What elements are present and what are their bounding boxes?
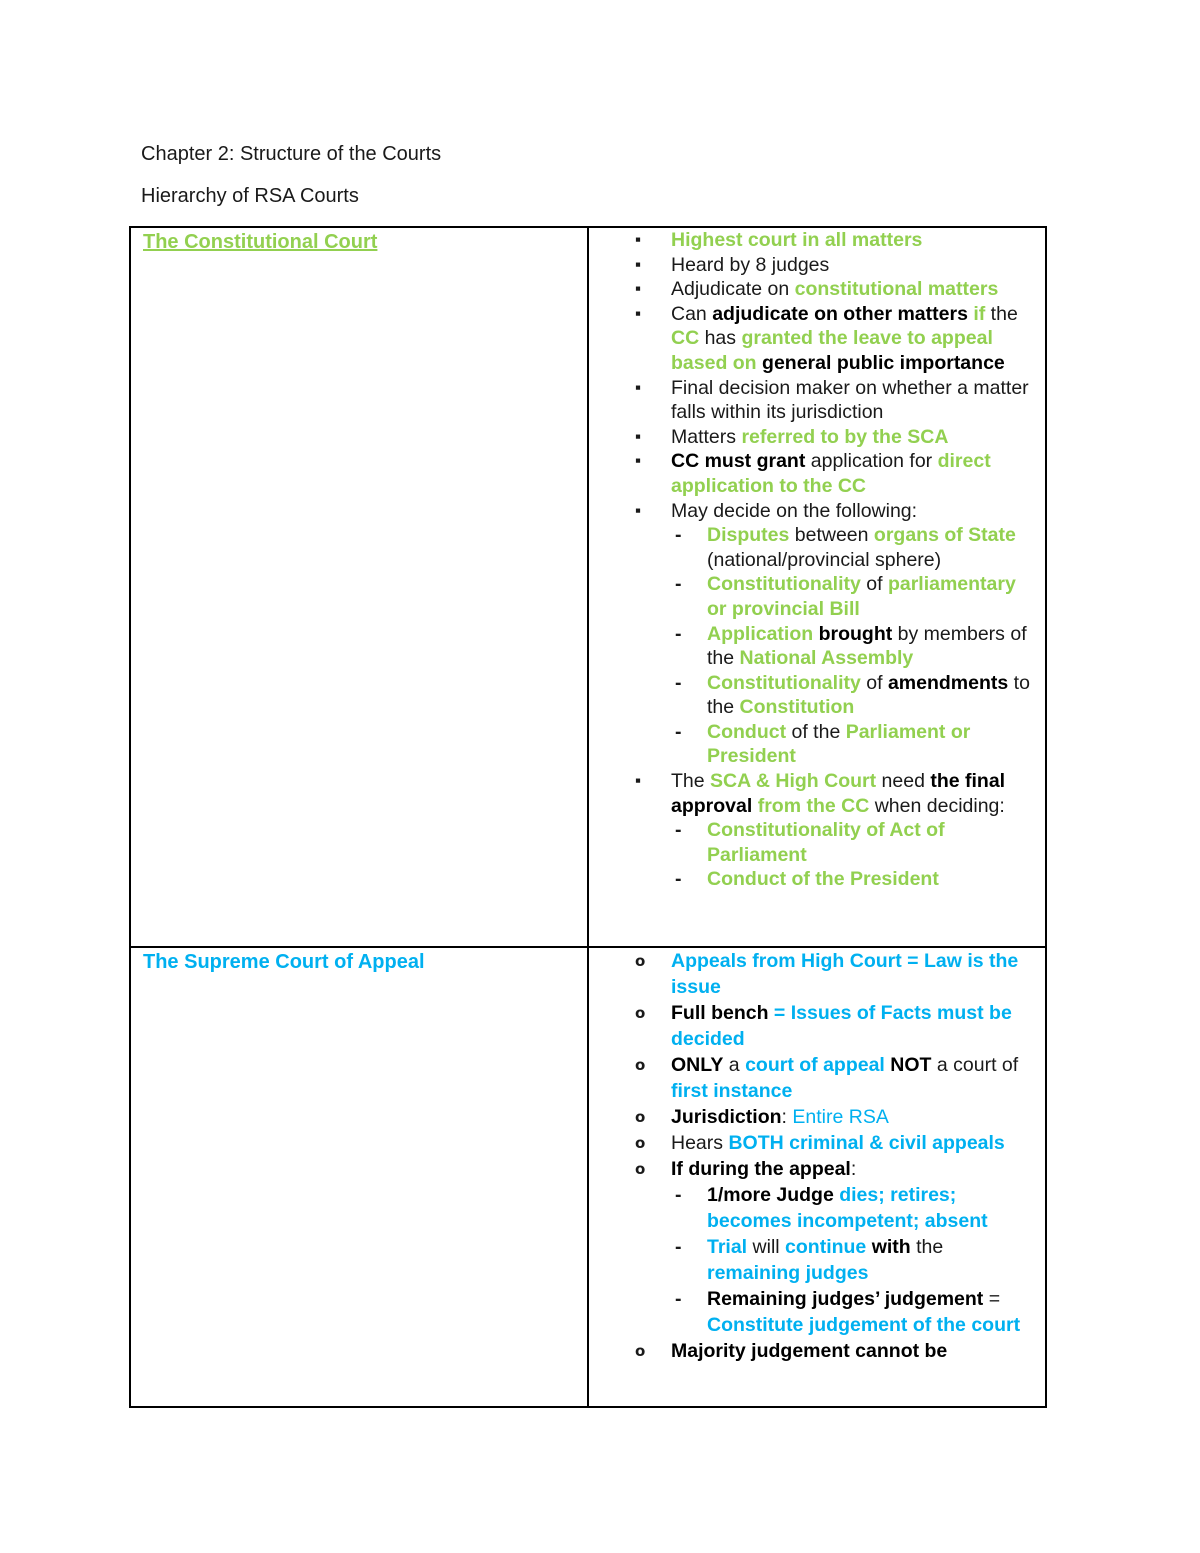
- point-highlight: constitutional matters: [794, 278, 999, 301]
- sca-points-list: [589, 948, 1045, 1364]
- square-bullet-icon: [635, 253, 641, 279]
- point-text: application for: [805, 450, 938, 473]
- list-item: [589, 228, 1039, 253]
- court-details-cell: [588, 227, 1046, 947]
- sub-list-item: [671, 572, 1039, 621]
- circle-bullet-icon: o: [635, 1342, 646, 1360]
- list-item: [589, 1338, 1039, 1364]
- list-item: [589, 253, 1039, 278]
- point-bold: general public importance: [762, 351, 1005, 374]
- point-highlight: dies; retires; becomes incompetent; absent: [707, 1184, 988, 1232]
- point-highlight: BOTH criminal & civil appeals: [728, 1132, 1005, 1154]
- point-bold: with: [871, 1236, 911, 1258]
- point-text: :: [850, 1158, 857, 1180]
- point-highlight: first instance: [671, 1080, 793, 1102]
- point-text: of: [860, 573, 888, 596]
- square-bullet-icon: [635, 449, 641, 475]
- point-text: by members of the: [707, 622, 1027, 670]
- list-item: [589, 1130, 1039, 1156]
- point-bold: the final approval: [671, 770, 1006, 817]
- sub-list: [671, 1182, 1039, 1338]
- square-bullet-icon: [635, 769, 641, 795]
- point-text: Adjudicate on: [671, 278, 795, 301]
- table-row-supreme-court-of-appeal: [130, 947, 1046, 1407]
- point-text: :: [781, 1106, 793, 1128]
- sub-list-item: [671, 720, 1039, 769]
- sub-list-item: [671, 1234, 1039, 1286]
- dash-bullet-icon: -: [675, 573, 682, 596]
- sub-list-item: [671, 818, 1039, 867]
- courts-hierarchy-table: [129, 226, 1047, 1408]
- point-text: of: [860, 671, 888, 694]
- sub-list-item: [671, 1182, 1039, 1234]
- point-text: Final decision maker on whether a matter falls within its jurisdiction: [671, 376, 1029, 424]
- point-highlight: organs of State: [873, 524, 1016, 547]
- dash-bullet-icon: -: [675, 819, 682, 842]
- dash-bullet-icon: -: [675, 622, 682, 645]
- point-highlight: = Issues of Facts must be decided: [671, 1002, 1012, 1050]
- court-name-supreme-court-of-appeal: The Supreme Court of Appeal: [143, 951, 425, 973]
- list-item: [589, 499, 1039, 770]
- point-bold: amendments: [887, 671, 1009, 694]
- point-highlight: Disputes: [707, 524, 790, 547]
- point-bold: Remaining judges’ judgement: [707, 1288, 984, 1310]
- point-highlight: Constitutionality of Act of Parliament: [707, 819, 945, 866]
- square-bullet-icon: [635, 277, 641, 303]
- sub-list-item: [671, 523, 1039, 572]
- point-bold: ONLY: [671, 1054, 724, 1076]
- point-text: Highest court in all matters: [671, 229, 923, 251]
- page-subtitle: Hierarchy of RSA Courts: [141, 185, 359, 207]
- point-text: the: [910, 1236, 944, 1258]
- court-details-cell: [588, 947, 1046, 1407]
- point-highlight: remaining judges: [707, 1262, 869, 1284]
- point-bold: brought: [818, 622, 893, 645]
- sub-list-item: [671, 867, 1039, 892]
- list-item: [589, 449, 1039, 498]
- point-highlight: if: [967, 302, 986, 325]
- sub-list: [671, 523, 1039, 769]
- point-text: to the: [707, 671, 1030, 719]
- cc-points-list: [589, 228, 1045, 892]
- point-highlight: referred to by the SCA: [741, 425, 949, 448]
- dash-bullet-icon: -: [675, 524, 682, 547]
- point-highlight: parliamentary or provincial Bill: [707, 573, 1016, 620]
- list-item: [589, 948, 1039, 1000]
- circle-bullet-icon: o: [635, 952, 646, 970]
- point-bold: CC must grant: [671, 450, 806, 473]
- point-bold: If during the appeal: [671, 1158, 851, 1180]
- point-text: the: [985, 302, 1018, 325]
- point-text: Heard by 8 judges: [671, 253, 830, 276]
- court-name-cell: [130, 947, 588, 1407]
- square-bullet-icon: [635, 302, 641, 328]
- point-highlight: direct application to the CC: [671, 450, 991, 497]
- court-name-cell: [130, 227, 588, 947]
- list-item: [589, 1052, 1039, 1104]
- point-bold: NOT: [890, 1054, 932, 1076]
- point-highlight: Constitution: [739, 696, 855, 719]
- point-highlight: Appeals from High Court = Law is the issue: [671, 950, 1019, 998]
- point-highlight: Entire RSA: [792, 1106, 889, 1128]
- square-bullet-icon: [635, 376, 641, 402]
- point-highlight: Parliament or President: [707, 720, 971, 768]
- circle-bullet-icon: o: [635, 1004, 646, 1022]
- list-item: [589, 302, 1039, 376]
- point-highlight: granted the leave to appeal based on: [671, 327, 993, 374]
- point-highlight: Conduct: [707, 720, 787, 743]
- court-name-constitutional-court: The Constitutional Court: [143, 231, 378, 253]
- point-text: a: [723, 1054, 746, 1076]
- point-text: =: [983, 1288, 1001, 1310]
- sub-list: [671, 818, 1039, 892]
- sub-list-item: [671, 622, 1039, 671]
- point-highlight: Application: [707, 622, 814, 645]
- dash-bullet-icon: -: [675, 671, 682, 694]
- point-bold: Full bench: [671, 1002, 769, 1024]
- point-highlight: CC: [671, 327, 700, 350]
- point-text: between: [789, 524, 874, 547]
- point-highlight: Trial: [707, 1236, 748, 1258]
- square-bullet-icon: [635, 499, 641, 525]
- list-item: [589, 1156, 1039, 1338]
- dash-bullet-icon: -: [675, 720, 682, 743]
- sub-list-item: [671, 671, 1039, 720]
- point-text: need: [876, 770, 931, 793]
- list-item: [589, 1000, 1039, 1052]
- circle-bullet-icon: o: [635, 1108, 646, 1126]
- dash-bullet-icon: -: [675, 868, 682, 891]
- point-text: a court of: [931, 1054, 1019, 1076]
- point-highlight: from the CC: [757, 794, 870, 817]
- point-highlight: Constitutionality: [707, 573, 861, 596]
- point-bold: 1/more Judge: [707, 1184, 834, 1206]
- point-text: Can: [671, 302, 713, 325]
- page-title: Chapter 2: Structure of the Courts: [141, 143, 442, 165]
- point-text: Matters: [671, 425, 742, 448]
- point-highlight: Constitute judgement of the court: [707, 1314, 1021, 1336]
- circle-bullet-icon: o: [635, 1056, 646, 1074]
- point-text: Hears: [671, 1132, 729, 1154]
- point-text: has: [699, 327, 742, 350]
- sub-list-item: [671, 1286, 1039, 1338]
- point-highlight: SCA & High Court: [710, 770, 877, 793]
- point-highlight: continue: [785, 1236, 867, 1258]
- list-item: [589, 425, 1039, 450]
- point-bold: Majority judgement cannot be: [671, 1340, 948, 1362]
- square-bullet-icon: [635, 228, 641, 254]
- point-highlight: court of appeal: [745, 1054, 885, 1076]
- table-row-constitutional-court: [130, 227, 1046, 947]
- list-item: [589, 769, 1039, 892]
- point-highlight: National Assembly: [739, 647, 914, 670]
- list-item: [589, 1104, 1039, 1130]
- circle-bullet-icon: o: [635, 1134, 646, 1152]
- point-text: The: [671, 770, 711, 793]
- point-text: when deciding:: [869, 794, 1005, 817]
- point-bold: adjudicate on other matters: [712, 302, 968, 325]
- point-text: of the: [786, 720, 846, 743]
- list-item: [589, 277, 1039, 302]
- point-highlight: Conduct of the President: [707, 868, 939, 891]
- square-bullet-icon: [635, 425, 641, 451]
- circle-bullet-icon: o: [635, 1160, 646, 1178]
- list-item: [589, 376, 1039, 425]
- dash-bullet-icon: -: [675, 1288, 682, 1310]
- dash-bullet-icon: -: [675, 1184, 682, 1206]
- point-text: (national/provincial sphere): [707, 548, 942, 571]
- point-highlight: Constitutionality: [707, 671, 861, 694]
- dash-bullet-icon: -: [675, 1236, 682, 1258]
- point-text: will: [747, 1236, 786, 1258]
- point-text: May decide on the following:: [671, 499, 918, 522]
- point-bold: Jurisdiction: [671, 1106, 782, 1128]
